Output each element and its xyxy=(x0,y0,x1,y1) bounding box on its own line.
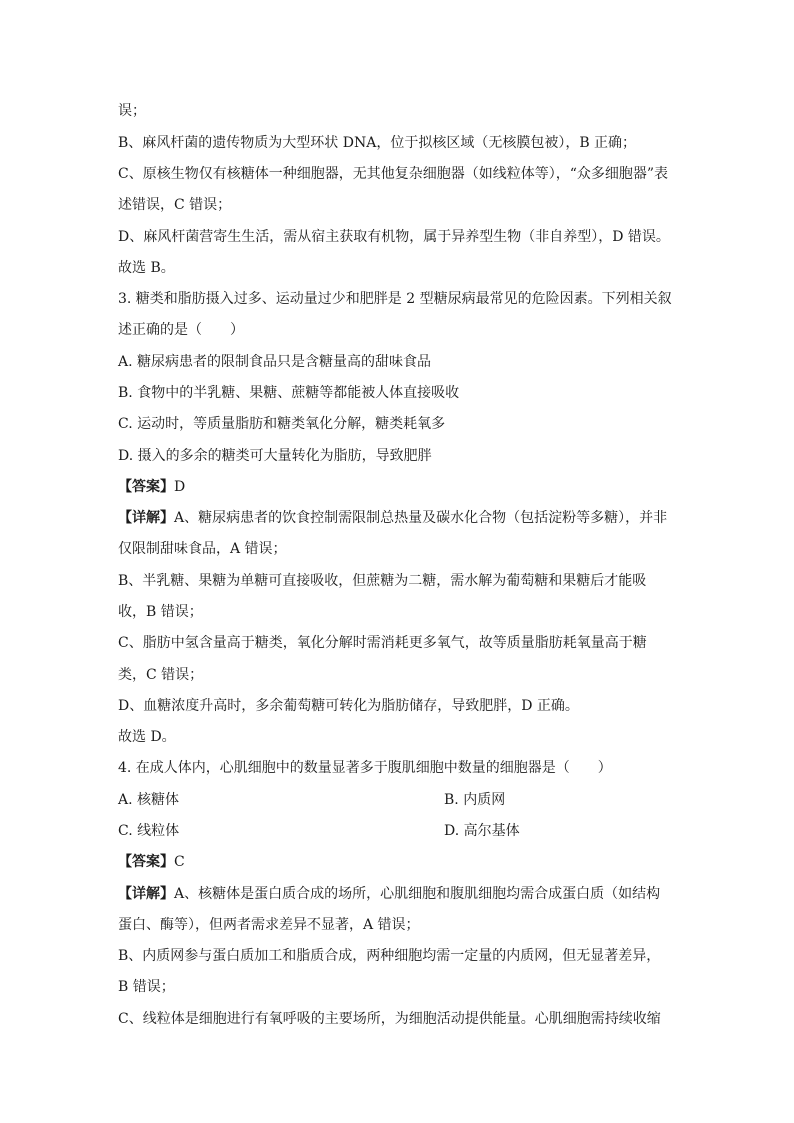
question-4-option-d: D. 高尔基体 xyxy=(444,823,520,839)
answer-value: C xyxy=(174,854,185,870)
detail-text: A、核糖体是蛋白质合成的场所，心肌细胞和腹肌细胞均需合成蛋白质（如结构 xyxy=(174,886,661,902)
question-3-option-a: A. 糖尿病患者的限制食品只是含糖量高的甜味食品 xyxy=(118,354,432,370)
text-line: B、麻风杆菌的遗传物质为大型环状 DNA，位于拟核区域（无核膜包被），B 正确； xyxy=(118,135,637,151)
question-4-option-c: C. 线粒体 xyxy=(118,823,180,839)
detail-label: 【详解】 xyxy=(118,886,174,902)
text-line: 类，C 错误； xyxy=(118,667,204,683)
question-3-option-b: B. 食物中的半乳糖、果糖、蔗糖等都能被人体直接吸收 xyxy=(118,385,460,401)
text-line: C、原核生物仅有核糖体一种细胞器，无其他复杂细胞器（如线粒体等），“众多细胞器”表 xyxy=(118,166,669,182)
detail-text: A、糖尿病患者的饮食控制需限制总热量及碳水化合物（包括淀粉等多糖），并非 xyxy=(174,510,668,526)
question-3-answer xyxy=(118,478,678,496)
detail-label: 【详解】 xyxy=(118,510,174,526)
question-4-stem: 4. 在成人体内，心肌细胞中的数量显著多于腹肌细胞中数量的细胞器是（ ） xyxy=(118,760,612,776)
answer-label: 【答案】 xyxy=(118,479,174,495)
text-line: B 错误； xyxy=(118,979,175,995)
text-line: 述错误，C 错误； xyxy=(118,197,232,213)
text-line: C、线粒体是细胞进行有氧呼吸的主要场所，为细胞活动提供能量。心肌细胞需持续收缩 xyxy=(118,1011,661,1027)
question-4-option-b: B. 内质网 xyxy=(444,792,506,808)
question-3-detail xyxy=(118,509,678,527)
question-3-stem: 3. 糖类和脂肪摄入过多、运动量过少和肥胖是 2 型糖尿病最常见的危险因素。下列相关叙 xyxy=(118,291,672,307)
text-line: B、内质网参与蛋白质加工和脂质合成，两种细胞均需一定量的内质网，但无显著差异， xyxy=(118,948,661,964)
question-4-answer xyxy=(118,853,678,871)
text-line: 故选 B。 xyxy=(118,260,175,276)
question-4-option-a: A. 核糖体 xyxy=(118,792,180,808)
text-line: 误； xyxy=(118,103,146,119)
text-line: C、脂肪中氢含量高于糖类，氧化分解时需消耗更多氧气，故等质量脂肪耗氧量高于糖 xyxy=(118,635,647,651)
text-line: 故选 D。 xyxy=(118,729,176,745)
question-4-detail xyxy=(118,885,678,903)
question-3-option-d: D. 摄入的多余的糖类可大量转化为脂肪，导致肥胖 xyxy=(118,448,432,464)
text-line: 蛋白、酶等），但两者需求差异不显著，A 错误； xyxy=(118,917,420,933)
answer-label: 【答案】 xyxy=(118,854,174,870)
answer-value: D xyxy=(174,479,186,495)
text-line: B、半乳糖、果糖为单糖可直接吸收，但蔗糖为二糖，需水解为葡萄糖和果糖后才能吸 xyxy=(118,573,647,589)
text-line: D、血糖浓度升高时，多余葡萄糖可转化为脂肪储存，导致肥胖，D 正确。 xyxy=(118,698,579,714)
text-line: 收，B 错误； xyxy=(118,604,203,620)
text-line: D、麻风杆菌营寄生生活，需从宿主获取有机物，属于异养型生物（非自养型），D 错误。 xyxy=(118,229,670,245)
text-line: 仅限制甜味食品，A 错误； xyxy=(118,541,287,557)
question-3-stem: 述正确的是（ ） xyxy=(118,322,244,338)
question-3-option-c: C. 运动时，等质量脂肪和糖类氧化分解，糖类耗氧多 xyxy=(118,416,446,432)
